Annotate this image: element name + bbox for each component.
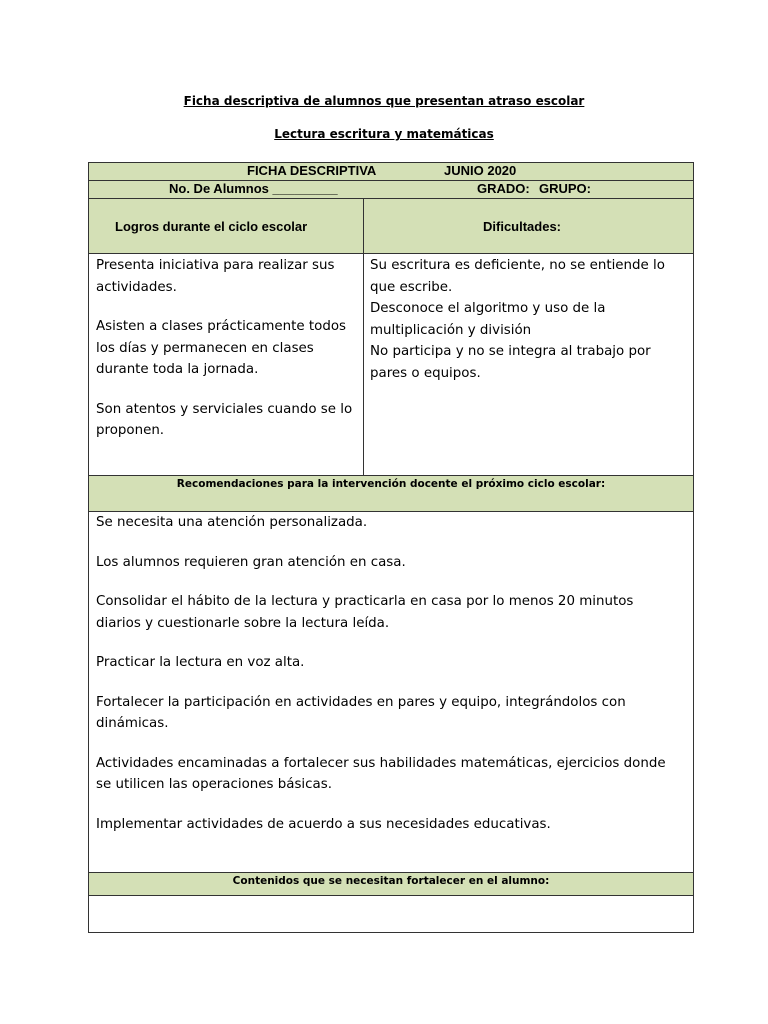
recomendacion-item: Los alumnos requieren gran atención en casa. [96, 554, 406, 570]
dificultad-line: Desconoce el algoritmo y uso de la [370, 301, 606, 316]
recomendacion-item: Se necesita una atención personalizada. [96, 515, 368, 530]
ficha-label: FICHA DESCRIPTIVA [247, 163, 377, 178]
logro-item: Presenta iniciativa para realizar sus actividades. [96, 258, 335, 295]
recomendaciones-header [89, 475, 693, 512]
recomendaciones-label: Recomendaciones para la intervención docente el próximo ciclo escolar: [176, 478, 606, 490]
alumnos-label: No. De Alumnos _________ [169, 181, 338, 196]
ficha-table [88, 162, 694, 933]
document-title: Ficha descriptiva de alumnos que presentan atraso escolar [183, 94, 585, 108]
logro-item: Asisten a clases prácticamente todos los días y permanecen en clases durante toda la jornada. [96, 319, 347, 377]
grado-label: GRADO: [477, 181, 530, 196]
dificultad-line: No participa y no se integra al trabajo por [370, 344, 651, 359]
dificultad-line: que escribe. [370, 279, 453, 295]
header-row-ficha [89, 163, 693, 181]
divider [89, 253, 693, 254]
dificultad-line: multiplicación y división [370, 322, 532, 338]
logro-item: Son atentos y serviciales cuando se lo proponen. [96, 401, 353, 438]
dificultad-line: pares o equipos. [370, 365, 481, 381]
date-label: JUNIO 2020 [444, 163, 517, 178]
recomendacion-item: Practicar la lectura en voz alta. [96, 655, 305, 670]
column-divider [363, 199, 364, 476]
contenidos-label: Contenidos que se necesitan fortalecer en el alumno: [232, 875, 550, 887]
header-row-alumnos [89, 181, 693, 199]
contenidos-content[interactable] [89, 896, 693, 932]
contenidos-header [89, 872, 693, 896]
dificultad-line: Su escritura es deficiente, no se entiende lo [370, 258, 665, 273]
recomendacion-item: Actividades encaminadas a fortalecer sus habilidades matemáticas, ejercicios donde se utilicen las operaciones básicas. [96, 755, 666, 792]
logros-header: Logros durante el ciclo escolar [115, 219, 308, 234]
document-subtitle: Lectura escritura y matemáticas [274, 127, 494, 141]
grupo-label: GRUPO: [539, 181, 591, 196]
recomendaciones-content [96, 512, 666, 835]
column-header-row [89, 199, 693, 254]
dificultades-content [370, 255, 665, 384]
logros-content [96, 255, 352, 442]
recomendacion-item: Implementar actividades de acuerdo a sus necesidades educativas. [96, 816, 551, 832]
recomendacion-item: Consolidar el hábito de la lectura y practicarla en casa por lo menos 20 minutos diarios y cuestionarle sobre la lectura leída. [96, 594, 634, 631]
recomendacion-item: Fortalecer la participación en actividades en pares y equipo, integrándolos con dinámicas. [96, 694, 626, 731]
dificultades-header: Dificultades: [483, 219, 562, 234]
